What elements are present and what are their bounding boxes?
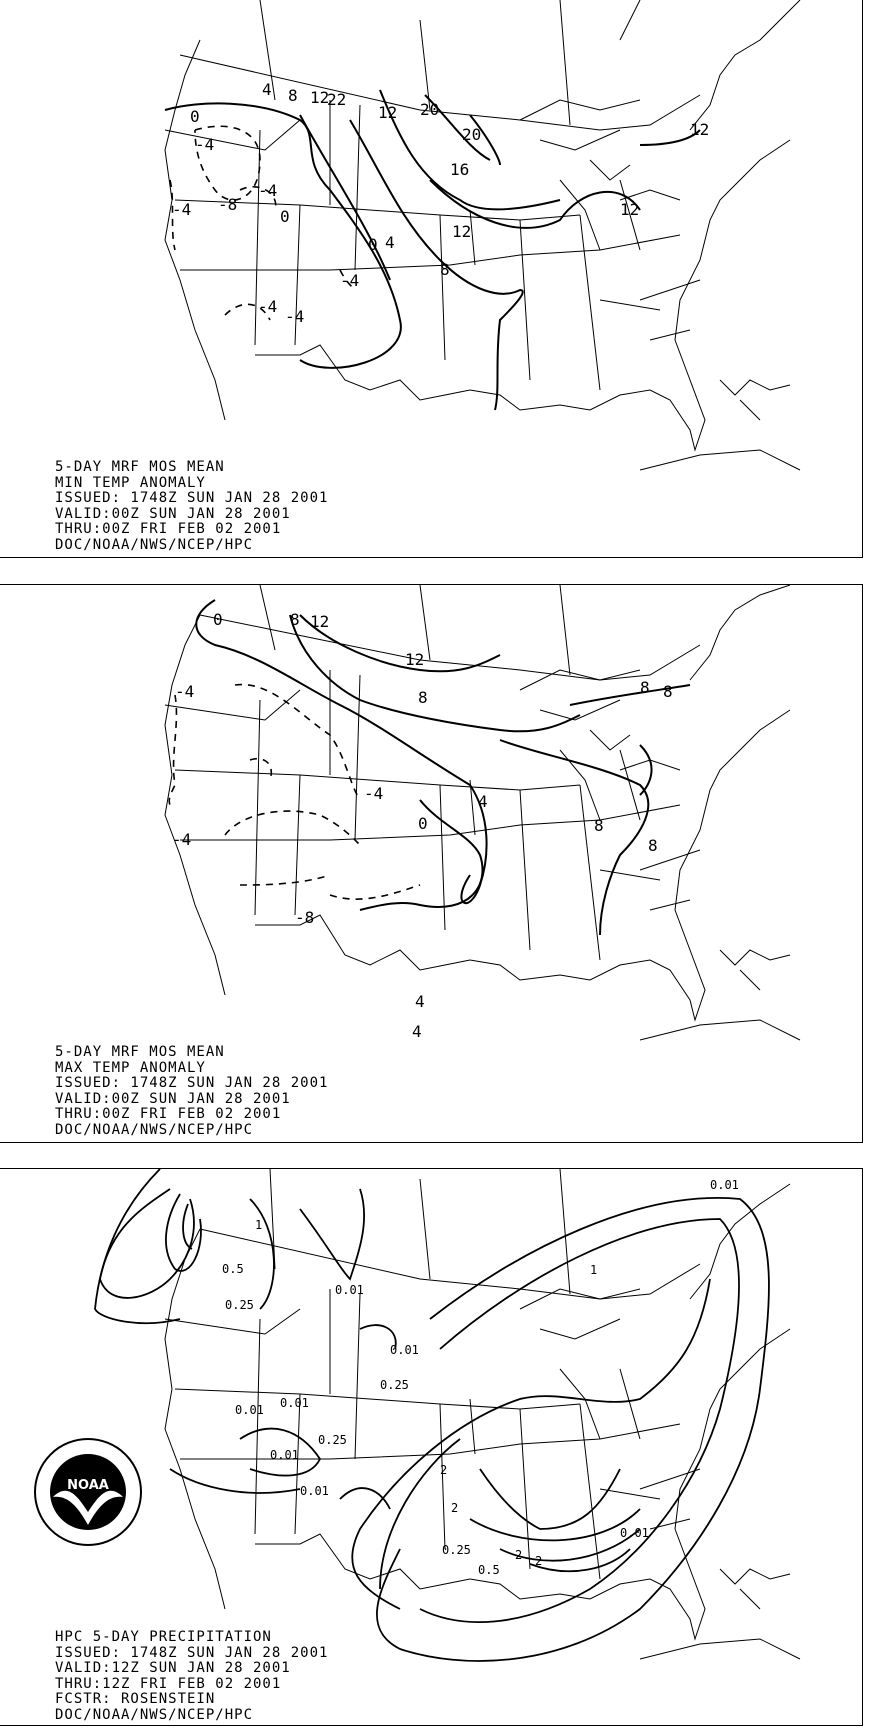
min-temp-anomaly-panel: [0, 0, 863, 558]
contour-label: -4: [195, 135, 215, 154]
contour-label: 1: [590, 1263, 598, 1277]
contour-label: 8: [663, 682, 673, 701]
contour-label: 8: [648, 836, 658, 855]
contour-label: -4: [364, 784, 384, 803]
contour-label: 0.01: [235, 1403, 264, 1417]
contour-label: -8: [295, 908, 315, 927]
contour-label: 0.01: [280, 1396, 309, 1410]
contour-label: 0.01: [710, 1178, 739, 1192]
caption-line: VALID:12Z SUN JAN 28 2001: [55, 1660, 291, 1676]
contour-label: -4: [172, 830, 192, 849]
contour-label: 8: [290, 610, 300, 629]
caption-line: DOC/NOAA/NWS/NCEP/HPC: [55, 536, 254, 553]
contour-label: 4: [262, 80, 272, 99]
caption-line: VALID:00Z SUN JAN 28 2001: [55, 1090, 291, 1107]
caption-line: THRU:00Z FRI FEB 02 2001: [55, 521, 282, 537]
contour-label: 0.5: [478, 1563, 500, 1577]
contour-label: 8: [594, 816, 604, 835]
min-dashed-contours: [170, 126, 355, 320]
caption-line: HPC 5-DAY PRECIPITATION: [55, 1629, 272, 1645]
contour-label: 12: [452, 222, 472, 241]
precip-caption: [55, 1630, 328, 1723]
contour-label: 2: [451, 1501, 459, 1515]
caption-line: MAX TEMP ANOMALY: [55, 1059, 206, 1076]
min-solid-contours: [165, 90, 700, 410]
max-temp-caption: [55, 1045, 328, 1138]
contour-label: -4: [285, 307, 305, 326]
caption-line: ISSUED: 1748Z SUN JAN 28 2001: [55, 1644, 329, 1661]
precip-labels: [222, 1178, 739, 1577]
contour-label: 0: [190, 107, 200, 126]
max-temp-anomaly-panel: [0, 584, 863, 1143]
contour-label: 2: [535, 1554, 543, 1568]
contour-label: 0: [418, 814, 428, 833]
noaa-logo: [33, 1437, 143, 1547]
contour-label: 20: [462, 125, 482, 144]
contour-label: 8: [418, 688, 428, 707]
contour-label: 0.01: [270, 1448, 299, 1462]
caption-line: ISSUED: 1748Z SUN JAN 28 2001: [55, 1075, 329, 1091]
contour-label: -4: [175, 682, 195, 701]
contour-label: -8: [218, 195, 238, 214]
contour-label: 0.5: [222, 1262, 244, 1276]
contour-label: 12: [620, 200, 640, 219]
contour-label: 20: [420, 100, 440, 119]
contour-label: 1: [255, 1218, 263, 1232]
contour-label: 0.01: [390, 1343, 419, 1357]
contour-label: 8: [288, 86, 298, 105]
basemap-min: [165, 0, 800, 470]
contour-label: 0.25: [318, 1433, 347, 1447]
contour-label: 8: [640, 678, 650, 697]
noaa-logo-text: NOAA: [67, 1478, 109, 1493]
contour-label: 0: [368, 235, 378, 254]
caption-line: 5-DAY MRF MOS MEAN: [55, 459, 225, 475]
contour-label: 12: [690, 120, 710, 139]
contour-label: 16: [450, 160, 470, 179]
contour-label: 0.25: [380, 1378, 409, 1392]
contour-label: -4: [258, 181, 278, 200]
precip-contours: [95, 1169, 769, 1661]
caption-line: 5-DAY MRF MOS MEAN: [55, 1044, 225, 1060]
contour-label: 4: [415, 992, 425, 1011]
contour-label: -4: [340, 271, 360, 290]
contour-label: 0.25: [442, 1543, 471, 1557]
contour-label: 0.01: [300, 1484, 329, 1498]
min-temp-caption: [55, 460, 328, 553]
contour-label: 0.25: [225, 1298, 254, 1312]
contour-label: 12: [310, 612, 330, 631]
contour-label: 4: [385, 233, 395, 252]
contour-label: 0: [280, 207, 290, 226]
caption-line: THRU:00Z FRI FEB 02 2001: [55, 1106, 282, 1122]
contour-label: 4: [412, 1022, 422, 1041]
contour-label: 12: [378, 103, 398, 122]
caption-line: DOC/NOAA/NWS/NCEP/HPC: [55, 1121, 254, 1138]
contour-label: 0: [213, 610, 223, 629]
contour-label: -4: [258, 297, 278, 316]
contour-label: 12: [405, 650, 425, 669]
caption-line: MIN TEMP ANOMALY: [55, 474, 206, 491]
contour-label: 8: [440, 260, 450, 279]
caption-line: ISSUED: 1748Z SUN JAN 28 2001: [55, 490, 329, 506]
caption-line: FCSTR: ROSENSTEIN: [55, 1691, 216, 1707]
caption-line: VALID:00Z SUN JAN 28 2001: [55, 505, 291, 522]
contour-label: 0.01: [335, 1283, 364, 1297]
contour-label: 12: [310, 88, 330, 107]
caption-line: DOC/NOAA/NWS/NCEP/HPC: [55, 1706, 254, 1723]
contour-label: 2: [515, 1548, 523, 1562]
contour-label: 0.01: [620, 1526, 649, 1540]
contour-label: 22: [327, 90, 347, 109]
contour-label: 4: [478, 792, 488, 811]
contour-label: -4: [172, 200, 192, 219]
caption-line: THRU:12Z FRI FEB 02 2001: [55, 1675, 282, 1692]
contour-label: 2: [440, 1463, 448, 1477]
